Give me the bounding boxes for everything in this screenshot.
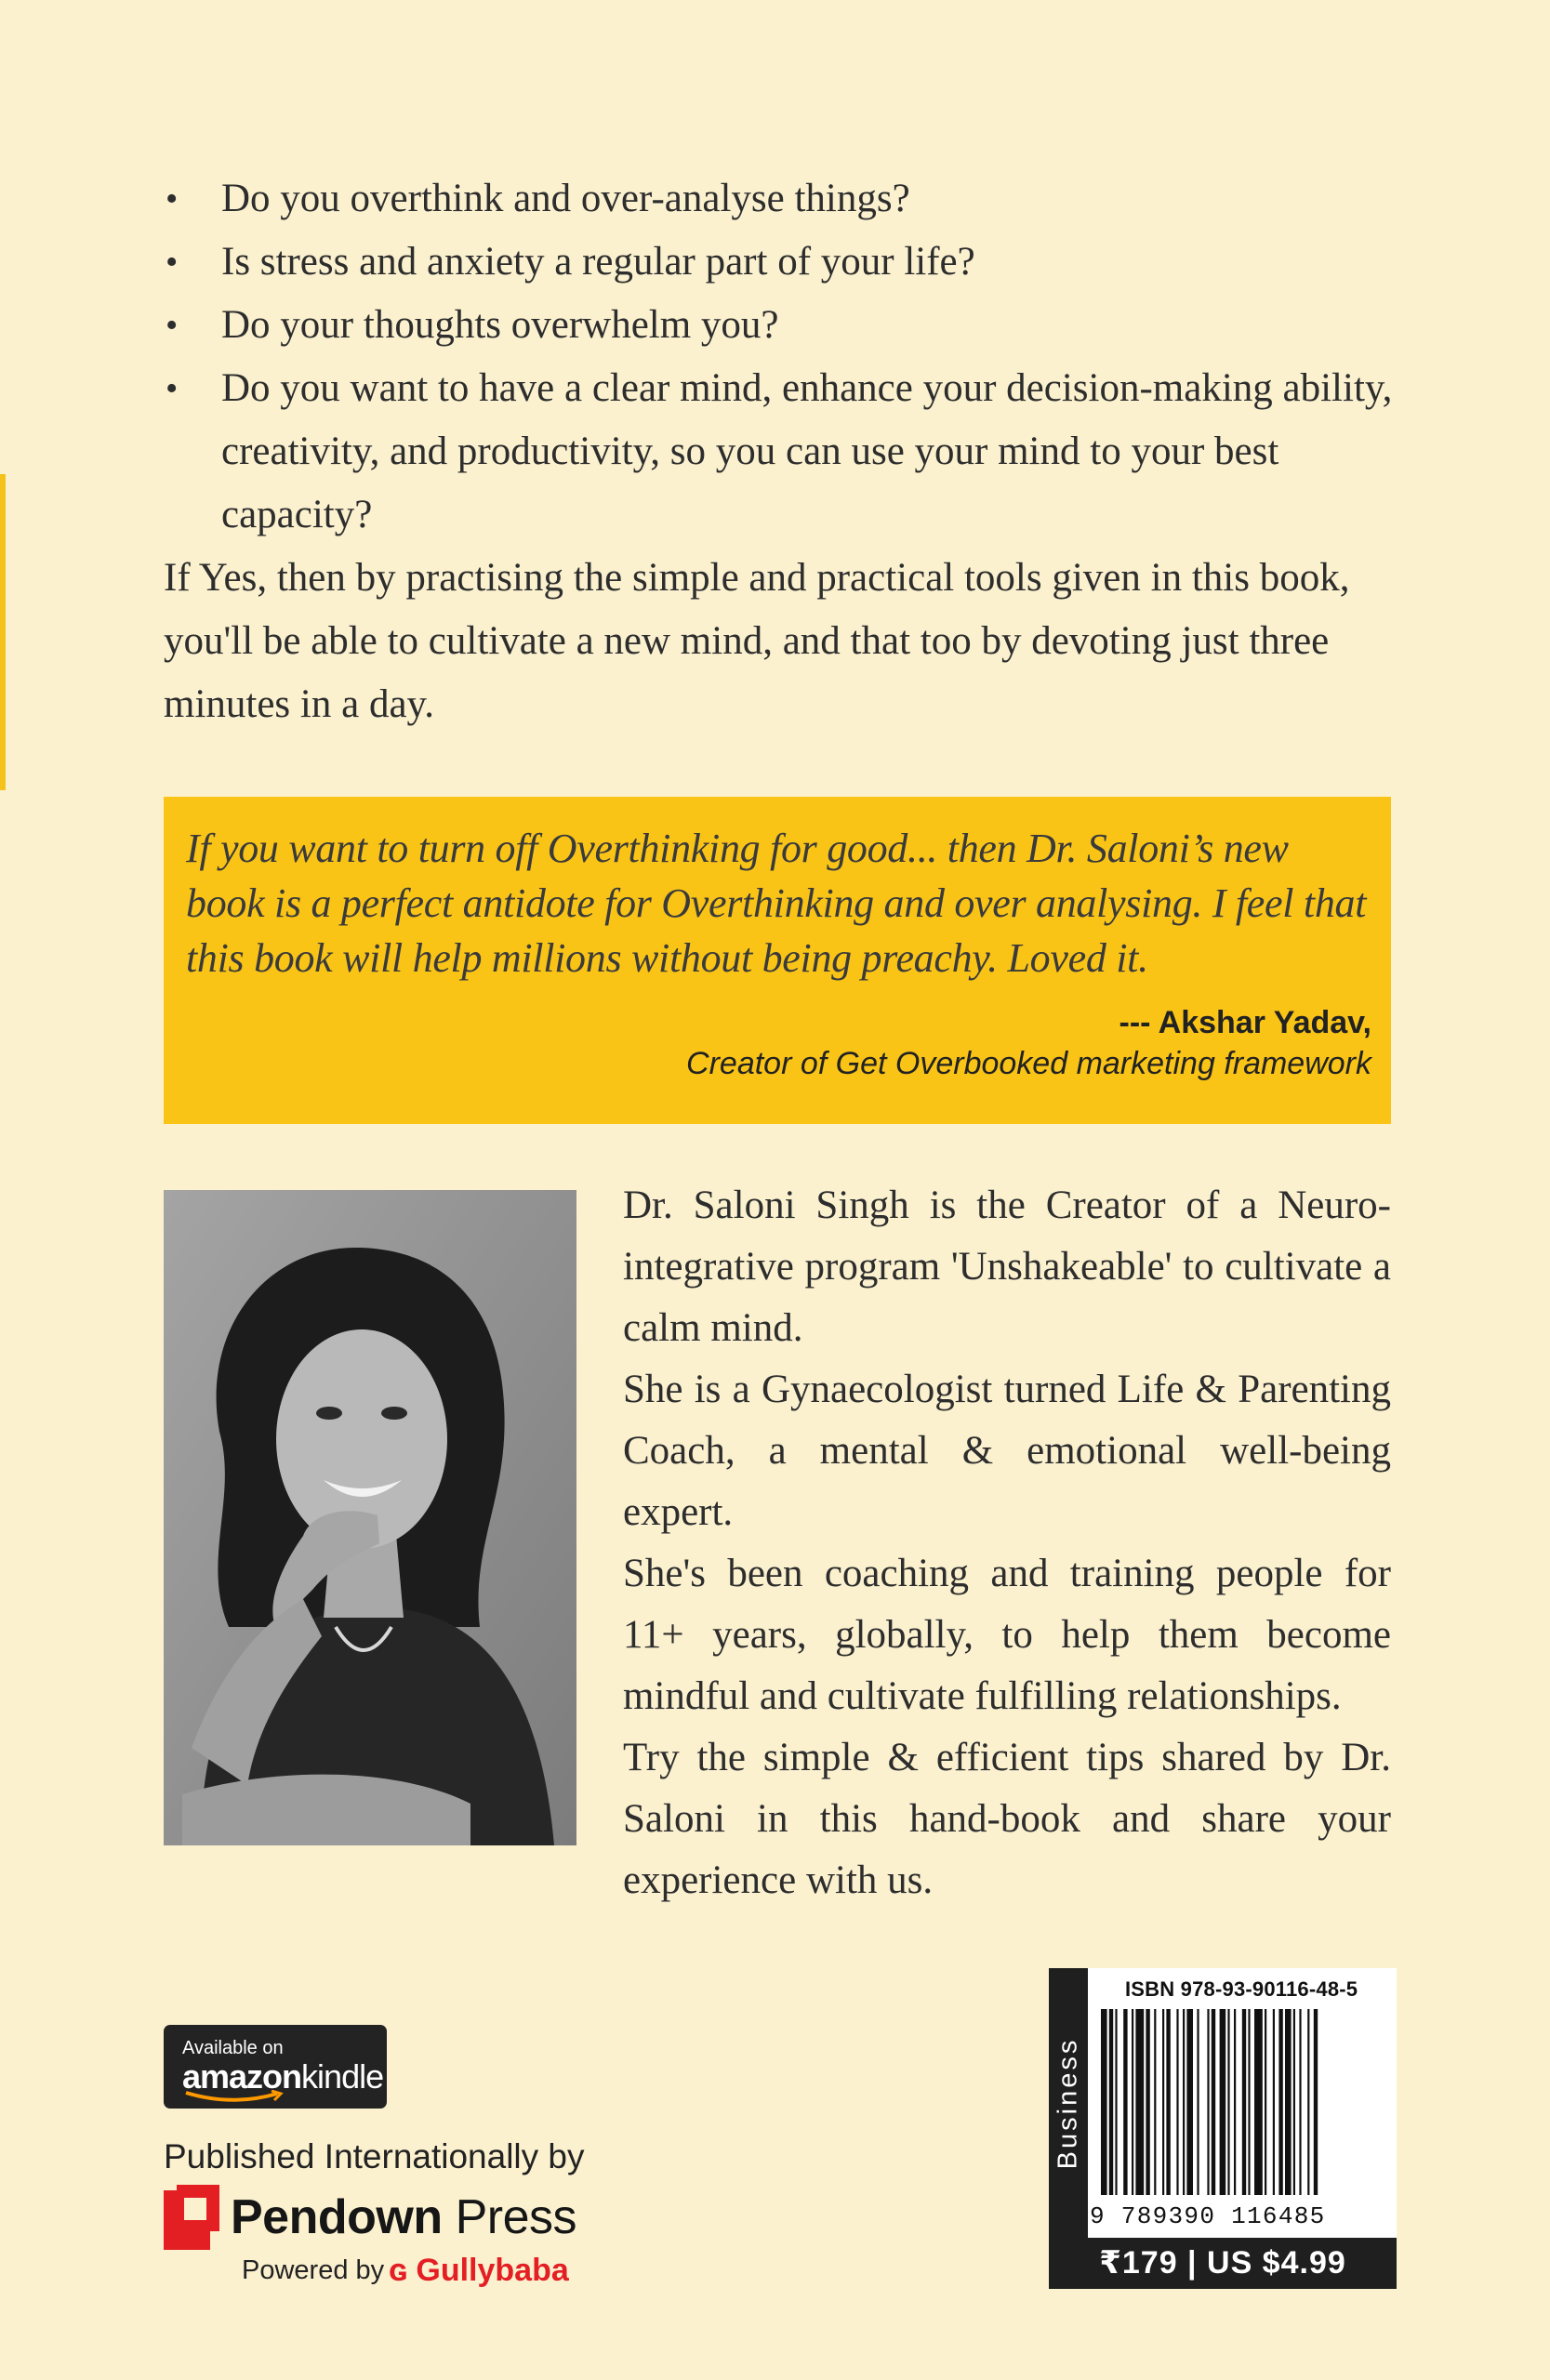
gullybaba-g-icon: ɢ [389,2253,407,2288]
barcode-panel [1088,1968,1397,2238]
bullet-icon: • [166,306,179,345]
barcode-icon [1093,2009,1393,2214]
isbn-label: ISBN 978-93-90116-48-5 [1125,1977,1358,2001]
publisher-name: Pendown Press [231,2190,576,2244]
bio-paragraph: She is a Gynaecologist turned Life & Parenting Coach, a mental & emotional well-being expert. [623,1368,1391,1534]
published-by-label: Published Internationally by [164,2137,585,2175]
book-category: Business [1053,2037,1083,2169]
bullet-icon: • [166,369,179,408]
testimonial-quote: If you want to turn off Overthinking for good... then Dr. Saloni’s new book is a perfect antidote for Overthinking and over analysing. I feel that this book will help millions without being preachy. Loved it. [186,826,1367,981]
bullet-icon: • [166,243,179,282]
kindle-brand-label: amazonkindle [182,2057,384,2096]
intro-section [164,167,1400,736]
kindle-available-label: Available on [182,2038,284,2058]
isbn-digits: 9 789390 116485 [1090,2202,1326,2230]
pendown-press-logo [164,2185,591,2250]
barcode-block [1049,1968,1397,2289]
bio-paragraph: She's been coaching and training people for 11+ years, globally, to help them become mindful and cultivate fulfilling relationships. [623,1552,1391,1718]
list-item: • Do you want to have a clear mind, enhance your decision-making ability, creativity, and productivity, so you can use your mind to your best capacity? [164,357,1400,547]
list-item: • Is stress and anxiety a regular part of your life? [164,231,1400,294]
price-label: ₹179 | US $4.99 [1099,2245,1346,2281]
side-accent-strip [0,474,6,790]
intro-paragraph: If Yes, then by practising the simple and practical tools given in this book, you'll be able to cultivate a new mind, and that too by devoting just three minutes in a day. [164,556,1350,726]
bio-paragraph: Try the simple & efficient tips shared by Dr. Saloni in this hand-book and share your experience with us. [623,1736,1391,1902]
author-photo [164,1190,576,1845]
question-list [164,167,1400,547]
gullybaba-name: Gullybaba [416,2253,569,2288]
gullybaba-logo [389,2250,569,2291]
bullet-icon: • [166,179,179,218]
list-item: • Do your thoughts overwhelm you? [164,294,1400,357]
testimonial-attribution [186,1002,1371,1084]
bio-paragraph: Dr. Saloni Singh is the Creator of a Neuro-integrative program 'Unshakeable' to cultivate a calm mind. [623,1183,1391,1350]
author-portrait-image [164,1190,576,1845]
powered-by-label: Powered by [242,2255,385,2285]
pendown-logo-icon [164,2185,219,2250]
list-item: • Do you overthink and over-analyse things? [164,167,1400,231]
testimonial-author: --- Akshar Yadav, [1119,1005,1371,1040]
testimonial-box [164,797,1391,1124]
testimonial-author-role: Creator of Get Overbooked marketing framework [686,1046,1371,1081]
amazon-smile-icon [184,2090,286,2105]
amazon-kindle-badge [164,2025,387,2109]
author-bio [623,1175,1391,1911]
